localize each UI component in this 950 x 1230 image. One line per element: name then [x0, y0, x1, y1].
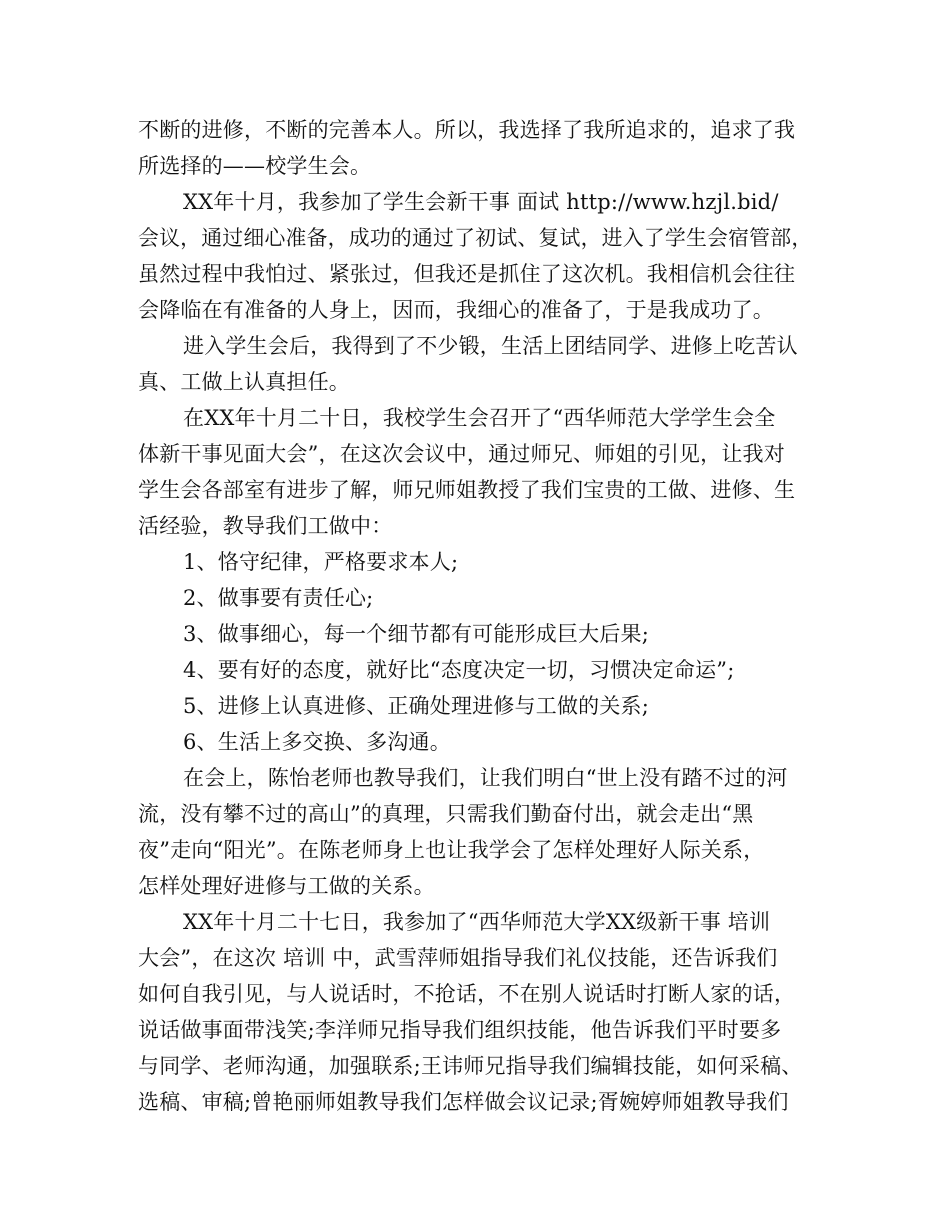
text-line: 活经验，教导我们工做中：: [138, 514, 393, 538]
text-line: 所选择的——校学生会。: [138, 154, 372, 178]
text-line: 会议，通过细心准备，成功的通过了初试、复试，进入了学生会宿管部，: [138, 226, 813, 250]
text-line: 选稿、审稿;曾艳丽师姐教导我们怎样做会议记录;胥婉婷师姐教导我们: [138, 1090, 789, 1114]
text-line: 说话做事面带浅笑;李洋师兄指导我们组织技能，他告诉我们平时要多: [138, 1018, 782, 1042]
text-line: XX年十月，我参加了学生会新干事 面试 http://www.hzjl.bid/: [183, 190, 779, 214]
text-line: 在会上，陈怡老师也教导我们，让我们明白“世上没有踏不过的河: [183, 766, 788, 790]
text-line: 不断的进修，不断的完善本人。所以，我选择了我所追求的，追求了我: [138, 118, 796, 142]
text-line: 与同学、老师沟通，加强联系;王讳师兄指导我们编辑技能，如何采稿、: [138, 1054, 803, 1078]
text-line: 怎样处理好进修与工做的关系。: [138, 874, 435, 898]
text-line: XX年十月二十七日，我参加了“西华师范大学XX级新干事 培训: [183, 910, 771, 934]
list-item: 4、要有好的态度，就好比“态度决定一切，习惯决定命运”;: [183, 658, 735, 682]
list-item: 2、做事要有责任心;: [183, 586, 374, 610]
list-item: 5、进修上认真进修、正确处理进修与工做的关系;: [183, 694, 650, 718]
text-line: 真、工做上认真担任。: [138, 370, 350, 394]
text-line: 会降临在有准备的人身上，因而，我细心的准备了，于是我成功了。: [138, 298, 774, 322]
text-line: 进入学生会后，我得到了不少锻，生活上团结同学、进修上吃苦认: [183, 334, 798, 358]
text-line: 如何自我引见，与人说话时，不抢话，不在别人说话时打断人家的话，: [138, 982, 796, 1006]
text-line: 在XX年十月二十日，我校学生会召开了“西华师范大学学生会全: [183, 406, 776, 430]
text-line: 夜”走向“阳光”。在陈老师身上也让我学会了怎样处理好人际关系，: [138, 838, 765, 862]
list-item: 1、恪守纪律，严格要求本人;: [183, 550, 459, 574]
list-item: 3、做事细心，每一个细节都有可能形成巨大后果;: [183, 622, 650, 646]
text-line: 虽然过程中我怕过、紧张过，但我还是抓住了这次机。我相信机会往往: [138, 262, 796, 286]
text-line: 流，没有攀不过的高山”的真理，只需我们勤奋付出，就会走出“黑: [138, 802, 754, 826]
text-line: 体新干事见面大会”，在这次会议中，通过师兄、师姐的引见，让我对: [138, 442, 785, 466]
list-item: 6、生活上多交换、多沟通。: [183, 730, 451, 754]
text-line: 大会”，在这次 培训 中，武雪萍师姐指导我们礼仪技能，还告诉我们: [138, 946, 778, 970]
text-line: 学生会各部室有进步了解，师兄师姐教授了我们宝贵的工做、进修、生: [138, 478, 796, 502]
